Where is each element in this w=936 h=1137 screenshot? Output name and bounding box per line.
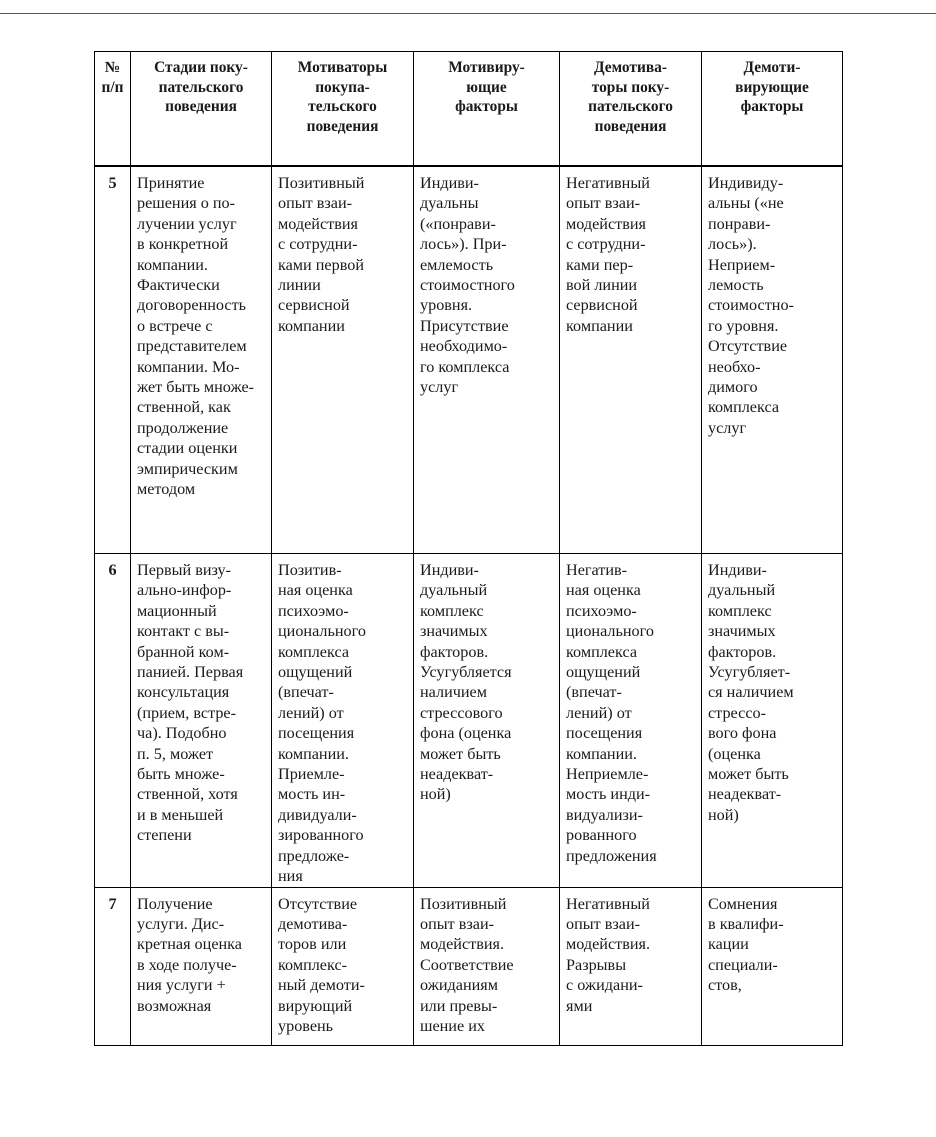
- header-motivators: Мотиваторы покупа- тельского поведения: [272, 52, 414, 167]
- cell-demotivating-factors: Индиви- дуальный комплекс значимых факторов. Усугубляет- ся наличием стрессо- вого фона (оценка может быть неадекват- ной): [702, 554, 843, 888]
- table-row: [95, 887, 843, 1045]
- table-row: [95, 554, 843, 888]
- cell-stage: Принятие решения о по- лучении услуг в конкретной компании. Фактически договоренность о встрече с представителем компании. Мо- жет быть множе- ственной, как продолжение стадии оценки эмпирическим методом: [131, 166, 272, 554]
- row-number: 6: [95, 554, 131, 888]
- cell-stage: Получение услуги. Дис- кретная оценка в ходе получе- ния услуги + возможная: [131, 887, 272, 1045]
- buyer-behavior-table: [94, 51, 843, 1046]
- cell-demotivators: Негатив- ная оценка психоэмо- ционального комплекса ощущений (впечат- лений) от посещения компании. Неприемле- мость инди- видуализи- рованного предложения: [560, 554, 702, 888]
- cell-motivating-factors: Индиви- дуальны («понрави- лось»). При- емлемость стоимостного уровня. Присутствие необходимо- го комплекса услуг: [414, 166, 560, 554]
- header-number: № п/п: [95, 52, 131, 167]
- cell-demotivating-factors: Индивиду- альны («не понрави- лось»). Неприем- лемость стоимостно- го уровня. Отсутствие необхо- димого комплекса услуг: [702, 166, 843, 554]
- cell-demotivators: Негативный опыт взаи- модействия. Разрывы с ожидани- ями: [560, 887, 702, 1045]
- cell-demotivators: Негативный опыт взаи- модействия с сотрудни- ками пер- вой линии сервисной компании: [560, 166, 702, 554]
- header-demotivators: Демотива- торы поку- пательского поведения: [560, 52, 702, 167]
- table-row: [95, 166, 843, 554]
- row-number: 7: [95, 887, 131, 1045]
- cell-demotivating-factors: Сомнения в квалифи- кации специали- стов,: [702, 887, 843, 1045]
- row-number: 5: [95, 166, 131, 554]
- header-demotivating-factors: Демоти- вирующие факторы: [702, 52, 843, 167]
- cell-motivators: Отсутствие демотива- торов или комплекс- ный демоти- вирующий уровень: [272, 887, 414, 1045]
- cell-stage: Первый визу- ально-инфор- мационный контакт с вы- бранной ком- панией. Первая консультация (прием, встре- ча). Подобно п. 5, может быть множе- ственной, хотя и в меньшей степени: [131, 554, 272, 888]
- cell-motivating-factors: Индиви- дуальный комплекс значимых факторов. Усугубляется наличием стрессового фона (оценка может быть неадекват- ной): [414, 554, 560, 888]
- cell-motivators: Позитивный опыт взаи- модействия с сотрудни- ками первой линии сервисной компании: [272, 166, 414, 554]
- cell-motivating-factors: Позитивный опыт взаи- модействия. Соответствие ожиданиям или превы- шение их: [414, 887, 560, 1045]
- cell-motivators: Позитив- ная оценка психоэмо- ционального комплекса ощущений (впечат- лений) от посещения компании. Приемле- мость ин- дивидуали- зированного предложе- ния: [272, 554, 414, 888]
- page-top-rule: [0, 13, 936, 14]
- table-header-row: [95, 52, 843, 167]
- header-motivating-factors: Мотивиру- ющие факторы: [414, 52, 560, 167]
- header-stages: Стадии поку- пательского поведения: [131, 52, 272, 167]
